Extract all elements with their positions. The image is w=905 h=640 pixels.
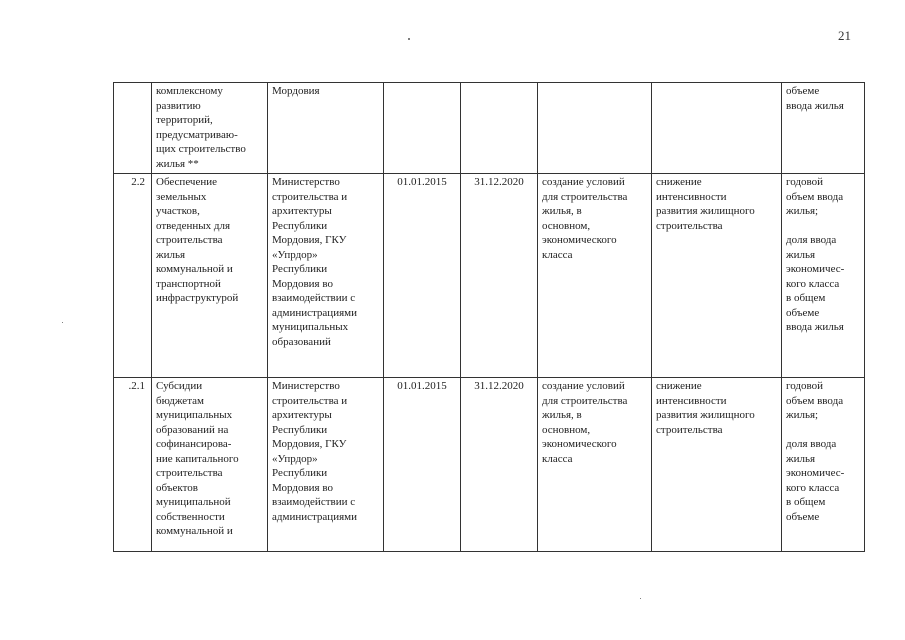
measure-cell: [152, 174, 268, 378]
consequence-cell: [652, 83, 782, 174]
start-date: 01.01.2015: [397, 380, 447, 392]
end-date-cell: [461, 378, 538, 552]
page-number: 21: [838, 28, 851, 43]
start-date: 01.01.2015: [397, 176, 447, 188]
scan-speck: [62, 322, 63, 323]
indicator-cell: [782, 378, 865, 552]
table-row: [114, 378, 865, 552]
indicator-text: годовой объем ввода жилья; доля ввода жилья экономичес- кого класса в общем объеме ввода жилья: [786, 176, 845, 333]
result-text: создание условий для строительства жилья, в основном, экономического класса: [542, 380, 628, 465]
measure-cell: [152, 83, 268, 174]
start-date-cell: [384, 378, 461, 552]
row-number-cell: [114, 378, 152, 552]
table-row: [114, 83, 865, 174]
measures-table: [113, 82, 865, 552]
row-number: .2.1: [128, 380, 145, 392]
table-row: [114, 174, 865, 378]
measure-text: Субсидии бюджетам муниципальных образований на софинансирова- ние капитального строительства объектов муниципальной собственности коммунальной и: [156, 380, 239, 537]
start-date-cell: [384, 83, 461, 174]
executor-cell: [268, 378, 384, 552]
indicator-cell: [782, 174, 865, 378]
measure-text: Обеспечение земельных участков, отведенных для строительства жилья коммунальной и транспортной инфраструктурой: [156, 176, 239, 304]
result-cell: [538, 174, 652, 378]
result-text: создание условий для строительства жилья, в основном, экономического класса: [542, 176, 628, 261]
end-date-cell: [461, 174, 538, 378]
scan-speck: [640, 598, 641, 599]
executor-cell: [268, 174, 384, 378]
executor-cell: [268, 83, 384, 174]
scan-speck: [408, 38, 410, 40]
measure-cell: [152, 378, 268, 552]
row-number: 2.2: [131, 176, 145, 188]
end-date: 31.12.2020: [474, 176, 524, 188]
consequence-cell: [652, 378, 782, 552]
result-cell: [538, 83, 652, 174]
result-cell: [538, 378, 652, 552]
indicator-cell: [782, 83, 865, 174]
executor-text: Министерство строительства и архитектуры Республики Мордовия, ГКУ «Упрдор» Республики Мордовия во взаимодействии с администрациями муниципальных образований: [272, 176, 357, 348]
indicator-text: объеме ввода жилья: [786, 85, 844, 112]
row-number-cell: [114, 174, 152, 378]
end-date: 31.12.2020: [474, 380, 524, 392]
start-date-cell: [384, 174, 461, 378]
end-date-cell: [461, 83, 538, 174]
executor-text: Мордовия: [272, 85, 320, 97]
consequence-text: снижение интенсивности развития жилищного строительства: [656, 176, 755, 232]
row-number-cell: [114, 83, 152, 174]
indicator-text: годовой объем ввода жилья; доля ввода жилья экономичес- кого класса в общем объеме: [786, 380, 845, 523]
executor-text: Министерство строительства и архитектуры Республики Мордовия, ГКУ «Упрдор» Республики Мордовия во взаимодействии с администрациями: [272, 380, 357, 523]
measure-text: комплексному развитию территорий, предусматриваю- щих строительство жилья **: [156, 85, 246, 170]
consequence-cell: [652, 174, 782, 378]
consequence-text: снижение интенсивности развития жилищного строительства: [656, 380, 755, 436]
